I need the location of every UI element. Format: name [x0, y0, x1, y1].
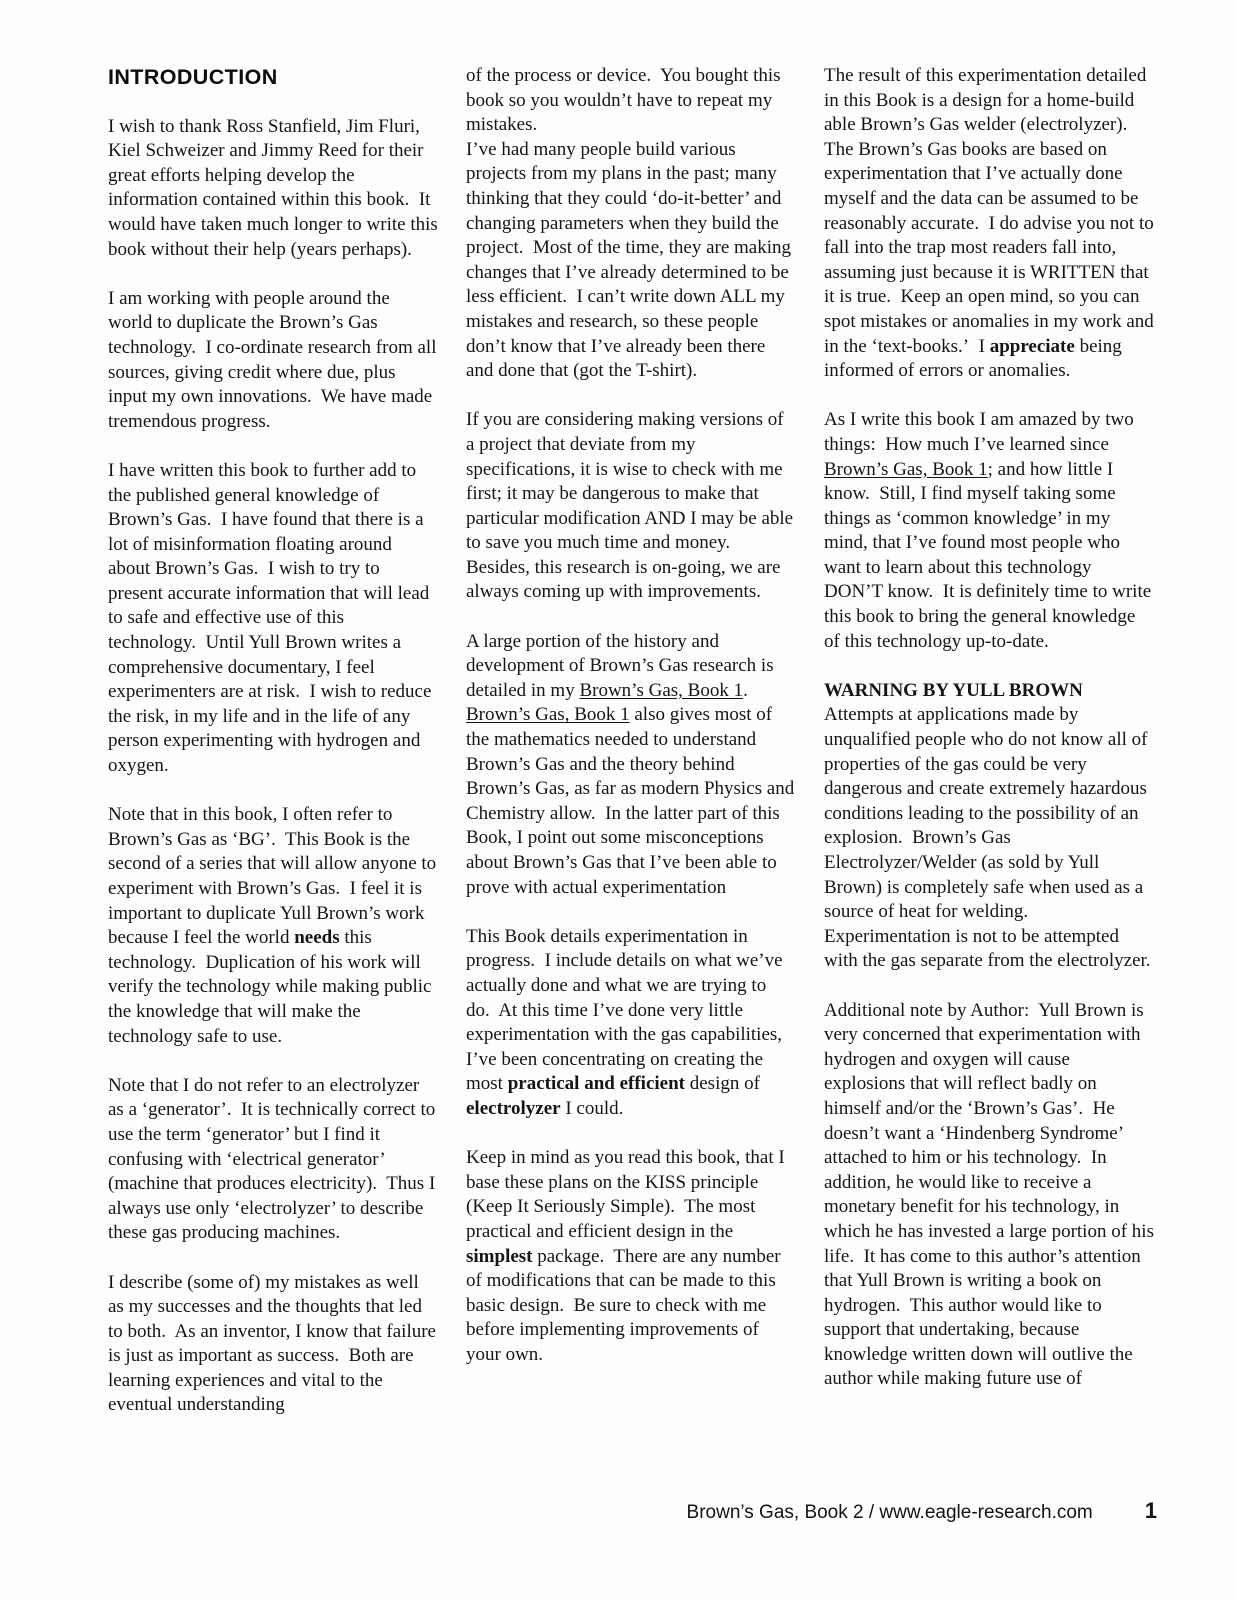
introduction-heading: INTRODUCTION — [108, 65, 278, 89]
bold-emphasis: appreciate — [989, 335, 1075, 357]
paragraph: This Book details experimentation in progress. I include details on what we’ve actually done and what we are trying to do. At this time I’ve done very little experimentation with the gas capabilities, I’ve been concentrating on creating the most practical and efficient design of electrolyzer I could. — [466, 925, 783, 1119]
column-left — [108, 64, 438, 1418]
paragraph: A large portion of the history and development of Brown’s Gas research is detailed in my Brown’s Gas, Book 1. Brown’s Gas, Book 1 also gives most of the mathematics needed to understand Brown’s Gas and the theory behind Brown’s Gas, as far as modern Physics and Chemistry allow. In the latter part of this Book, I point out some misconceptions about Brown’s Gas that I’ve been able to prove with actual experimentation — [466, 630, 795, 898]
paragraph: I have written this book to further add to the published general knowledge of Brown’s Gas. I have found that there is a lot of misinformation floating around about Brown’s Gas. I wish to try to present accurate information that will lead to safe and effective use of this technology. Until Yull Brown writes a comprehensive documentary, I feel experimenters are at risk. I wish to reduce the risk, in my life and in the life of any person experimenting with hydrogen and oxygen. — [108, 459, 432, 777]
footer-title: Brown’s Gas, Book 2 / www.eagle-research.com — [686, 1502, 1093, 1523]
book-title-reference: Brown’s Gas, Book 1 — [466, 704, 630, 726]
paragraph: I’ve had many people build various projects from my plans in the past; many thinking that they could ‘do-it-better’ and changing parameters when they build the project. Most of the time, they are making changes that I’ve already determined to be less efficient. I can’t write down ALL my mistakes and research, so these people don’t know that I’ve already been there and done that (got the T-shirt). — [466, 138, 792, 382]
column-right — [824, 64, 1154, 1418]
paragraph: Note that I do not refer to an electrolyzer as a ‘generator’. It is technically correct to use the term ‘generator’ but I find it confusing with ‘electrical generator’ (machine that produces electricity). Thus I always use only ‘electrolyzer’ to describe these gas producing machines. — [108, 1074, 436, 1244]
page-number: 1 — [1144, 1498, 1157, 1523]
paragraph: I am working with people around the world to duplicate the Brown’s Gas technology. I co-ordinate research from all sources, giving credit where due, plus input my own innovations. We have made tremendous progress. — [108, 287, 437, 432]
paragraph: If you are considering making versions of a project that deviate from my specifications, it is wise to check with me first; it may be dangerous to make that particular modification AND I may be able to save you much time and money. Besides, this research is on-going, we are always coming up with improvements. — [466, 409, 794, 603]
paragraph: Additional note by Author: Yull Brown is very concerned that experimentation with hydrogen and oxygen will cause explosions that will reflect badly on himself and/or the ‘Brown’s Gas’. He doesn’t want a ‘Hindenberg Syndrome’ attached to him or his technology. In addition, he would like to receive a monetary benefit for his technology, in which he has invested a large portion of his life. It has come to this author’s attention that Yull Brown is writing a book on hydrogen. This author would like to support that undertaking, because knowledge written down will outlive the author while making future use of — [824, 999, 1154, 1390]
book-title-reference: Brown’s Gas, Book 1 — [579, 679, 744, 701]
paragraph: of the process or device. You bought this book so you wouldn’t have to repeat my mistakes. — [466, 65, 781, 136]
paragraph: As I write this book I am amazed by two things: How much I’ve learned since Brown’s Gas, Book 1; and how little I know. Still, I find myself taking some things as ‘common knowledge’ in my mind, that I’ve found most people who want to learn about this technology DON’T know. It is definitely time to write this book to bring the general knowledge of this technology up-to-date. — [824, 409, 1152, 652]
text-columns — [108, 64, 1154, 1418]
column-middle — [466, 64, 796, 1418]
paragraph: Note that in this book, I often refer to Brown’s Gas as ‘BG’. This Book is the second of a series that will allow anyone to experiment with Brown’s Gas. I feel it is important to duplicate Yull Brown’s work because I feel the world needs this technology. Duplication of his work will verify the technology while making public the knowledge that will make the technology safe to use. — [108, 804, 437, 1047]
paragraph: Keep in mind as you read this book, that I base these plans on the KISS principle (Keep It Seriously Simple). The most practical and efficient design in the simplest package. There are any number of modifications that can be made to this basic design. Be sure to check with me before implementing improvements of your own. — [466, 1147, 785, 1365]
paragraph: I wish to thank Ross Stanfield, Jim Fluri, Kiel Schweizer and Jimmy Reed for their great efforts helping develop the information contained within this book. It would have taken much longer to write this book without their help (years perhaps). — [108, 115, 438, 260]
page-footer — [0, 1498, 1157, 1524]
bold-emphasis: simplest — [466, 1245, 533, 1267]
bold-emphasis: practical and efficient — [507, 1073, 685, 1095]
book-title-reference: Brown’s Gas, Book 1 — [824, 458, 988, 480]
paragraph: I describe (some of) my mistakes as well as my successes and the thoughts that led to both. As an inventor, I know that failure is just as important as success. Both are learning experiences and vital to the eventual understanding — [108, 1271, 436, 1416]
bold-emphasis: electrolyzer — [466, 1097, 561, 1119]
warning-heading: WARNING BY YULL BROWN — [824, 679, 1083, 701]
paragraph: The result of this experimentation detailed in this Book is a design for a home-build able Brown’s Gas welder (electrolyzer). The Brown’s Gas books are based on experimentation that I’ve actually done myself and the data can be assumed to be reasonably accurate. I do advise you not to fall into the trap most readers fall into, assuming just because it is WRITTEN that it is true. Keep an open mind, so you can spot mistakes or anomalies in my work and in the ‘text-books.’ I appreciate being informed of errors or anomalies. — [824, 65, 1154, 382]
paragraph: Attempts at applications made by unqualified people who do not know all of properties of the gas could be very dangerous and create extremely hazardous conditions leading to the possibility of an explosion. Brown’s Gas Electrolyzer/Welder (as sold by Yull Brown) is completely safe when used as a source of heat for welding. Experimentation is not to be attempted with the gas separate from the electrolyzer. — [824, 704, 1151, 972]
bold-emphasis: needs — [294, 927, 340, 949]
